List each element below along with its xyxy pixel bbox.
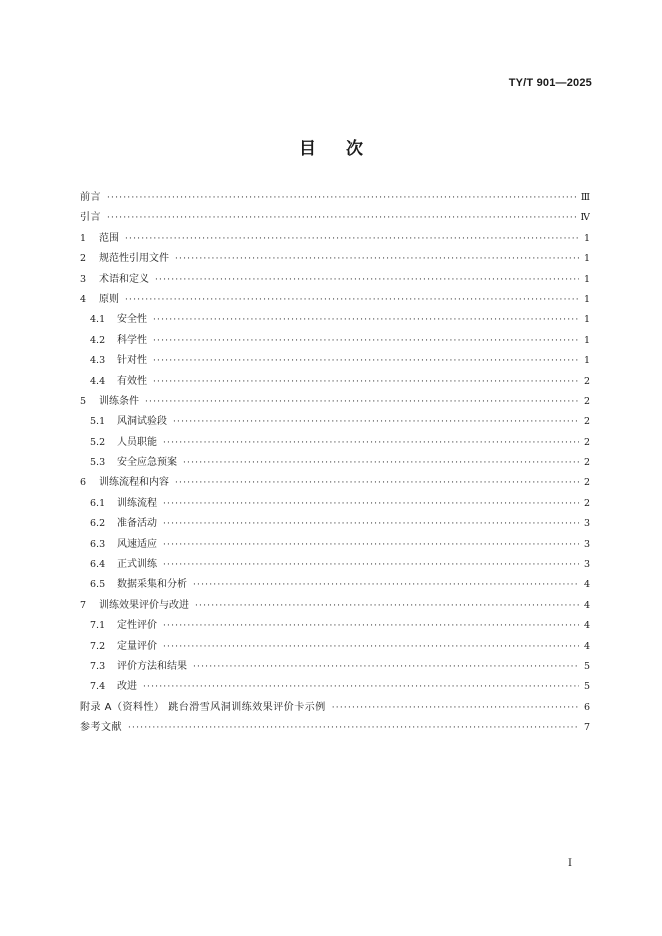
toc-entry-number: 1 bbox=[80, 232, 87, 244]
toc-entry-page: 3 bbox=[583, 538, 590, 550]
toc-leader-dots bbox=[163, 433, 579, 453]
toc-entry[interactable] bbox=[80, 677, 590, 697]
toc-entry[interactable] bbox=[80, 392, 590, 412]
toc-entry-number: 5.3 bbox=[90, 457, 106, 469]
toc-entry-title: 训练流程和内容 bbox=[99, 477, 169, 489]
toc-entry-page: 1 bbox=[583, 273, 590, 285]
toc-entry[interactable] bbox=[80, 616, 590, 636]
toc-entry-title: 改进 bbox=[117, 681, 137, 693]
toc-entry-number: 5.1 bbox=[90, 416, 106, 428]
toc-entry-title: 训练条件 bbox=[99, 395, 139, 407]
toc-leader-dots bbox=[125, 290, 579, 310]
toc-entry-title: 有效性 bbox=[117, 375, 147, 387]
toc-entry-page: 3 bbox=[583, 518, 590, 530]
toc-entry-number: 5 bbox=[80, 395, 87, 407]
toc-leader-dots bbox=[153, 351, 579, 371]
toc-entry[interactable] bbox=[80, 514, 590, 534]
toc-entry-page: 4 bbox=[583, 620, 590, 632]
standard-number: TY/T 901—2025 bbox=[508, 77, 592, 89]
toc-entry-page: 1 bbox=[583, 355, 590, 367]
toc-entry-number: 7.4 bbox=[90, 681, 106, 693]
toc-entry-page: 4 bbox=[583, 579, 590, 591]
toc-entry[interactable] bbox=[80, 372, 590, 392]
toc-entry-page: 4 bbox=[583, 599, 590, 611]
toc-entry-number: 6.4 bbox=[90, 559, 106, 571]
toc-entry-title: 引言 bbox=[80, 212, 101, 224]
toc-entry-title: 术语和定义 bbox=[99, 273, 149, 285]
toc-leader-dots bbox=[173, 412, 579, 432]
toc-leader-dots bbox=[153, 372, 579, 392]
toc-leader-dots bbox=[163, 637, 579, 657]
toc-entry-title: 前言 bbox=[80, 192, 101, 203]
toc-leader-dots bbox=[163, 494, 579, 514]
toc-entry-page: 2 bbox=[583, 457, 590, 469]
toc-leader-dots bbox=[143, 677, 579, 697]
toc-entry-number: 6.5 bbox=[90, 579, 106, 591]
toc-leader-dots bbox=[163, 514, 579, 534]
toc-entry[interactable] bbox=[80, 453, 590, 473]
toc-entry-page: 1 bbox=[583, 232, 590, 244]
toc-entry-number: 4.2 bbox=[90, 334, 106, 346]
toc-entry[interactable] bbox=[80, 535, 590, 555]
toc-entry-number: 4 bbox=[80, 293, 87, 305]
toc-entry[interactable] bbox=[80, 657, 590, 677]
toc-entry-title: 准备活动 bbox=[117, 518, 157, 530]
toc-leader-dots bbox=[125, 229, 579, 249]
toc-entry-title: 风速适应 bbox=[117, 538, 157, 550]
toc-entry-page: 5 bbox=[583, 660, 590, 672]
toc-leader-dots bbox=[193, 657, 579, 677]
toc-entry-number: 6.3 bbox=[90, 538, 106, 550]
toc-entry-number: 6.1 bbox=[90, 497, 106, 509]
toc-entry-number: 7.1 bbox=[90, 620, 106, 632]
toc-leader-dots bbox=[155, 270, 579, 290]
toc-leader-dots bbox=[175, 473, 579, 493]
toc-leader-dots bbox=[193, 575, 579, 595]
toc-entry-page: 4 bbox=[583, 640, 590, 652]
toc-entry-page: 2 bbox=[583, 375, 590, 387]
toc-entry-page: 1 bbox=[583, 253, 590, 265]
toc-entry-title: 原则 bbox=[99, 293, 119, 305]
toc-entry-page: Ⅳ bbox=[580, 212, 590, 224]
toc-leader-dots bbox=[163, 535, 579, 555]
toc-entry-page: 2 bbox=[583, 497, 590, 509]
toc-entry-title: 安全应急预案 bbox=[117, 457, 177, 469]
toc-leader-dots bbox=[175, 249, 579, 269]
toc-entry-title: 定性评价 bbox=[117, 620, 157, 632]
toc-entry-title: 训练流程 bbox=[117, 497, 157, 509]
toc-entry-page: 2 bbox=[583, 416, 590, 428]
toc-leader-dots bbox=[153, 331, 579, 351]
toc-entry-page: 3 bbox=[583, 559, 590, 571]
toc-entry-number: 7 bbox=[80, 599, 87, 611]
toc-entry-number: 7.2 bbox=[90, 640, 106, 652]
toc-leader-dots bbox=[332, 698, 579, 718]
toc-entry-page: 6 bbox=[583, 701, 590, 713]
toc-entry[interactable] bbox=[80, 718, 590, 738]
toc-entry-page: 1 bbox=[583, 314, 590, 326]
toc-entry-number: 4.4 bbox=[90, 375, 106, 387]
toc-entry[interactable] bbox=[80, 188, 590, 208]
toc-entry[interactable] bbox=[80, 433, 590, 453]
footer-page-number: I bbox=[568, 858, 572, 869]
toc-entry-number: 3 bbox=[80, 273, 87, 285]
toc-leader-dots bbox=[107, 208, 578, 228]
toc-entry[interactable] bbox=[80, 555, 590, 575]
toc-leader-dots bbox=[163, 616, 579, 636]
toc-entry[interactable] bbox=[80, 473, 590, 493]
toc-entry-page: 2 bbox=[583, 436, 590, 448]
toc-entry-title: 安全性 bbox=[117, 314, 147, 326]
toc-entry-number: 4.1 bbox=[90, 314, 106, 326]
toc-entry-title: 定量评价 bbox=[117, 640, 157, 652]
toc-leader-dots bbox=[107, 188, 578, 208]
toc-entry[interactable] bbox=[80, 310, 590, 330]
table-of-contents bbox=[80, 188, 590, 739]
toc-entry-title: 人员职能 bbox=[117, 436, 157, 448]
toc-entry[interactable] bbox=[80, 249, 590, 269]
toc-entry[interactable] bbox=[80, 290, 590, 310]
toc-leader-dots bbox=[183, 453, 579, 473]
toc-entry-page: 1 bbox=[583, 334, 590, 346]
toc-entry-number: 7.3 bbox=[90, 660, 106, 672]
toc-entry[interactable] bbox=[80, 412, 590, 432]
toc-entry[interactable] bbox=[80, 208, 590, 228]
toc-leader-dots bbox=[153, 310, 579, 330]
toc-entry-title: 评价方法和结果 bbox=[117, 660, 187, 672]
toc-entry-page: 2 bbox=[583, 395, 590, 407]
toc-entry[interactable] bbox=[80, 698, 590, 718]
toc-entry[interactable] bbox=[80, 331, 590, 351]
toc-leader-dots bbox=[163, 555, 579, 575]
toc-entry-page: Ⅲ bbox=[580, 192, 590, 203]
toc-leader-dots bbox=[145, 392, 579, 412]
toc-entry[interactable] bbox=[80, 494, 590, 514]
toc-entry-title: 训练效果评价与改进 bbox=[99, 599, 189, 611]
toc-entry-number: 5.2 bbox=[90, 436, 106, 448]
toc-entry-number: 6 bbox=[80, 477, 87, 489]
toc-entry-title: 参考文献 bbox=[80, 722, 122, 734]
toc-entry-page: 7 bbox=[583, 722, 590, 734]
toc-entry[interactable] bbox=[80, 637, 590, 657]
toc-entry-number: 2 bbox=[80, 253, 87, 265]
toc-entry[interactable] bbox=[80, 229, 590, 249]
toc-entry-title: 附录 A（资料性） 跳台滑雪风洞训练效果评价卡示例 bbox=[80, 701, 326, 713]
toc-entry-title: 范围 bbox=[99, 232, 119, 244]
toc-entry-number: 4.3 bbox=[90, 355, 106, 367]
toc-entry-number: 6.2 bbox=[90, 518, 106, 530]
toc-entry-page: 5 bbox=[583, 681, 590, 693]
toc-leader-dots bbox=[195, 596, 579, 616]
toc-entry-page: 2 bbox=[583, 477, 590, 489]
toc-entry-title: 针对性 bbox=[117, 355, 147, 367]
toc-entry-title: 正式训练 bbox=[117, 559, 157, 571]
page-title: 目次 bbox=[299, 139, 393, 159]
toc-entry[interactable] bbox=[80, 270, 590, 290]
toc-leader-dots bbox=[128, 718, 579, 738]
toc-entry-title: 风洞试验段 bbox=[117, 416, 167, 428]
toc-entry-title: 数据采集和分析 bbox=[117, 579, 187, 591]
toc-entry-page: 1 bbox=[583, 293, 590, 305]
toc-entry[interactable] bbox=[80, 596, 590, 616]
toc-entry[interactable] bbox=[80, 575, 590, 595]
toc-entry-title: 科学性 bbox=[117, 334, 147, 346]
toc-entry[interactable] bbox=[80, 351, 590, 371]
toc-entry-title: 规范性引用文件 bbox=[99, 253, 169, 265]
